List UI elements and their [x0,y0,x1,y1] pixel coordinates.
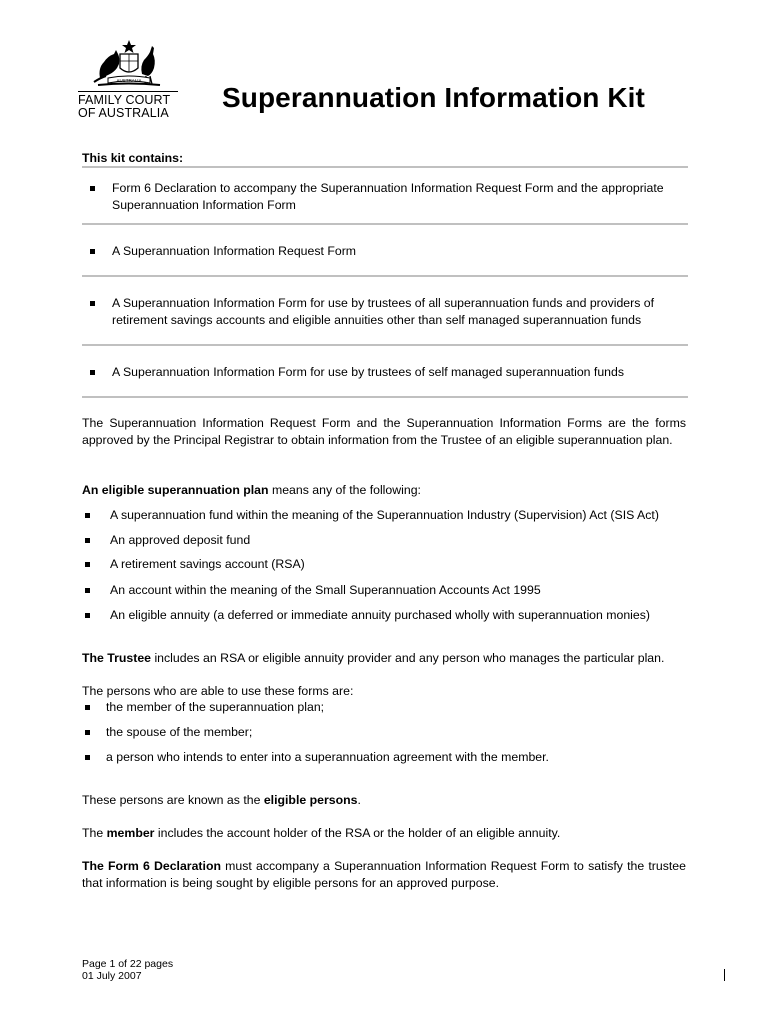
court-name-line1: FAMILY COURT [78,93,171,107]
divider [82,223,688,225]
form6-term: The Form 6 Declaration [82,859,221,873]
bullet-icon [90,249,95,254]
eligible-plan-term: An eligible superannuation plan [82,483,269,497]
list-item [82,532,686,550]
bullet-icon [85,588,90,593]
trustee-text: includes an RSA or eligible annuity provider and any person who manages the particular plan. [151,651,665,665]
bullet-icon [90,301,95,306]
bullet-icon [85,513,90,518]
footer-date: 01 July 2007 [82,970,142,982]
bullet-icon [85,730,90,735]
list-item [82,582,686,600]
list-item [82,749,686,767]
member-pre: The [82,826,107,840]
eligible-persons-end: . [357,793,361,807]
intro-paragraph: The Superannuation Information Request Form and the Superannuation Information Forms are the forms approved by the Principal Registrar to obtain information from the Trustee of an eligible superannuation plan. [82,416,686,447]
form6-text: must accompany a Superannuation Information Request Form to satisfy the trustee that information is being sought by eligible persons for an approved purpose. [82,859,686,890]
logo-divider [78,91,178,92]
bullet-icon [85,562,90,567]
court-name [78,94,182,120]
kit-item-text: A Superannuation Information Form for use by trustees of self managed superannuation funds [112,365,624,379]
court-logo [78,38,182,124]
coat-of-arms-icon [90,38,168,88]
eligible-plan-lead [82,482,686,499]
member-text: includes the account holder of the RSA or the holder of an eligible annuity. [154,826,561,840]
list-item-text: the spouse of the member; [106,725,253,739]
bullet-icon [85,538,90,543]
list-item [82,699,686,717]
list-item-text: A retirement savings account (RSA) [110,557,305,571]
page-footer [82,958,173,982]
member-definition [82,825,686,842]
trustee-definition [82,650,686,667]
trustee-term: The Trustee [82,651,152,665]
bullet-icon [85,613,90,618]
eligible-persons-term: eligible persons [263,793,358,807]
persons-lead: The persons who are able to use these forms are: [82,684,354,698]
kit-item-text: A Superannuation Information Request Form [112,244,357,258]
eligible-persons-text: These persons are known as the [82,793,264,807]
list-item [82,607,686,625]
kit-heading: This kit contains: [82,151,184,165]
divider [82,166,688,168]
divider [82,396,688,398]
court-name-line2: OF AUSTRALIA [78,106,169,120]
member-term: member [106,826,155,840]
eligible-persons-definition [82,792,686,809]
seal-motto: AUSTRALIA [116,78,142,83]
bullet-icon [85,705,90,710]
list-item-text: An approved deposit fund [110,533,251,547]
list-item-text: An account within the meaning of the Small Superannuation Accounts Act 1995 [110,583,541,597]
bullet-icon [90,370,95,375]
page-title: Superannuation Information Kit [222,82,645,113]
margin-mark [724,969,725,981]
eligible-plan-lead-text: means any of the following: [268,483,421,497]
divider [82,275,688,277]
list-item-text: An eligible annuity (a deferred or immediate annuity purchased wholly with superannuation monies) [110,608,651,622]
page-number: Page 1 of 22 pages [82,958,174,970]
bullet-icon [85,755,90,760]
form6-definition [82,858,686,891]
kit-item-text: Form 6 Declaration to accompany the Superannuation Information Request Form and the appropriate Superannuation Information Form [112,181,664,212]
list-item [82,724,686,742]
list-item [82,507,686,525]
list-item-text: the member of the superannuation plan; [106,700,325,714]
list-item-text: a person who intends to enter into a superannuation agreement with the member. [106,750,549,764]
divider [82,344,688,346]
kit-item-text: A Superannuation Information Form for use by trustees of all superannuation funds and providers of retirement savings accounts and eligible annuities other than self managed superannuation funds [112,296,655,327]
bullet-icon [90,186,95,191]
list-item [82,556,686,574]
list-item-text: A superannuation fund within the meaning of the Superannuation Industry (Supervision) Act (SIS Act) [110,508,659,522]
